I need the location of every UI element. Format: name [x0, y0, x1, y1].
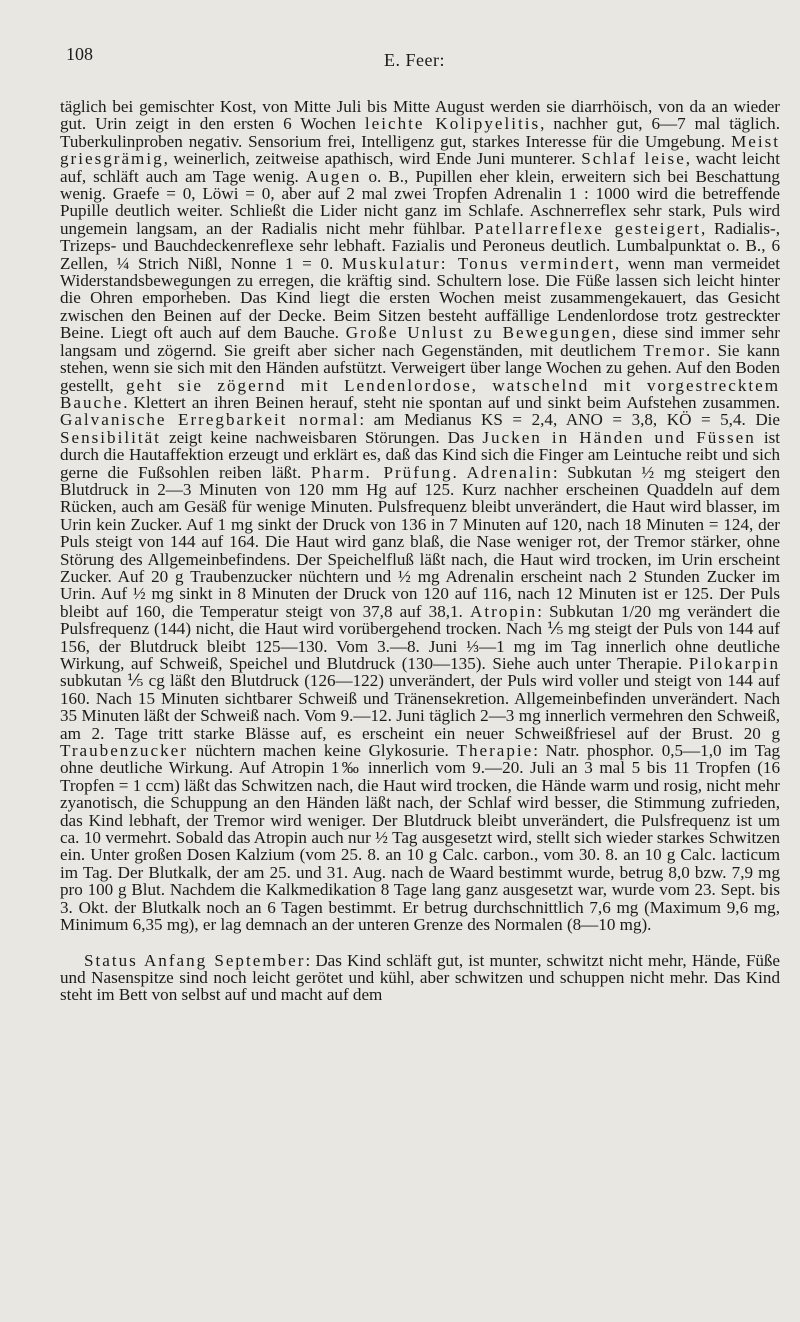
emphasized-text: Tremor	[643, 340, 707, 360]
emphasized-text: Sensibilität	[60, 427, 161, 447]
emphasized-text: Atropin	[470, 601, 538, 621]
body-text	[60, 98, 780, 1004]
paragraph	[60, 98, 780, 934]
running-head: E. Feer:	[384, 50, 445, 70]
paragraph	[60, 952, 780, 1004]
emphasized-text: Status Anfang September	[84, 950, 306, 970]
emphasized-text: Jucken in Händen und Füssen	[482, 427, 756, 447]
text-run: : Subkutan ½ mg steigert den Blutdruck in 2—3 Minuten von 120 mm Hg auf 125. Kurz nachher erscheinen Quaddeln auf dem Rücken, auch am Gesäß für wenige Minuten. Pulsfrequenz bleibt unverändert, die Haut wird blasser, im Urin kein Zucker. Auf 1 mg sinkt der Druck von 136 in 7 Minuten auf 120, nach 18 Minuten = 124, der Puls steigt von 144 auf 164. Die Haut wird ganz blaß, die Nase weniger rot, der Tremor stärker, ohne Störung des Allgemeinbefindens. Der Speichelfluß läßt nach, die Haut wird trocken, im Urin erscheint Zucker. Auf 20 g Traubenzucker nüchtern und ½ mg Adrenalin erscheint nach 2 Stunden Zucker im Urin. Auf ½ mg sinkt in 8 Minuten der Druck von 120 auf 116, nach 12 Minuten ist er 125. Der Puls bleibt auf 160, die Temperatur steigt von 37,8 auf 38,1.	[60, 462, 780, 621]
text-run: : Subkutan 1/20 mg verändert die Pulsfrequenz (144) nicht, die Haut wird vorübergehend trocken. Nach ⅕ mg steigt der Puls von 144 auf 156, der Blutdruck bleibt 125—130. Vom 3.—8. Juni ⅓—1 mg im Tag innerlich ohne deutliche Wirkung, auf Schweiß, Speichel und Blutdruck (130—135). Siehe auch unter Therapie.	[60, 601, 780, 673]
emphasized-text: Muskulatur: Tonus vermindert	[341, 253, 615, 273]
text-run: , nachher gut, 6—7 mal täglich. Tuberkulinproben negativ. Sensorium frei, Intelligenz gut, starkes Interesse für die Umgebung.	[60, 114, 780, 151]
text-run: : Natr. phosphor. 0,5—1,0 im Tag ohne deutliche Wirkung. Auf Atropin 1‰ innerlich vom 9.—20. Juli an 3 mal 5 bis 11 Tropfen (16 Tropfen = 1 ccm) läßt das Schwitzen nach, die Haut wird trocken, die Hände warm und rosig, nicht mehr zyanotisch, die Schuppung an den Händen läßt nach, der Schlaf wird besser, die Stimmung zufrieden, das Kind lebhaft, der Tremor wird weniger. Der Blutdruck bleibt unverändert, die Pulsfrequenz ist um ca. 10 vermehrt. Sobald das Atropin auch nur ½ Tag ausgesetzt wird, stellt sich wieder starkes Schwitzen ein. Unter großen Dosen Kalzium (vom 25. 8. an 10 g Calc. carbon., vom 30. 8. an 10 g Calc. lacticum im Tag. Der Blutkalk, der am 25. und 31. Aug. nach de Waard bestimmt wurde, betrug 8,0 bzw. 7,9 mg pro 100 g Blut. Nachdem die Kalkmedikation 8 Tage lang ganz ausgesetzt war, wurde vom 23. Sept. bis 3. Okt. der Blutkalk noch an 6 Tagen bestimmt. Er betrug durchschnittlich 7,6 mg (Maximum 9,6 mg, Minimum 6,35 mg), er lag demnach an der unteren Grenze des Normalen (8—10 mg).	[60, 741, 780, 935]
emphasized-text: Augen	[305, 166, 362, 186]
emphasized-text: Galvanische Erregbarkeit normal	[60, 410, 360, 430]
text-run: , diese sind immer sehr langsam und zögernd. Sie greift aber sicher nach Gegenständen, mit deutlichem	[60, 323, 780, 360]
emphasized-text: Schlaf leise	[581, 149, 686, 169]
text-run: .	[452, 462, 467, 482]
text-run: . Klettert an ihren Beinen herauf, steht nie spontan auf und sinkt beim Aufstehen zusammen.	[123, 392, 780, 412]
text-run: täglich bei gemischter Kost, von Mitte Juli bis Mitte August werden sie diarrhöisch, von da an wieder gut. Urin zeigt in den ersten 6 Wochen	[60, 97, 780, 134]
emphasized-text: Therapie	[456, 741, 534, 761]
emphasized-text: Adrenalin	[466, 462, 553, 482]
emphasized-text: Pharm. Prüfung	[310, 462, 453, 482]
emphasized-text: Große Unlust zu Bewegungen	[345, 323, 612, 343]
page-number: 108	[66, 44, 93, 64]
emphasized-text: Pilokarpin	[688, 654, 780, 673]
text-run: , weinerlich, zeitweise apathisch, wird Ende Juni munterer.	[163, 149, 582, 169]
page-header	[66, 44, 760, 74]
text-run: , wacht leicht auf, schläft auch am Tage wenig.	[60, 149, 780, 186]
emphasized-text: Traubenzucker	[60, 741, 188, 761]
text-run: o. B., Pupillen eher klein, erweitern sich bei Beschattung wenig. Graefe = 0, Löwi = 0, aber auf 2 mal zwei Tropfen Adrenalin 1 : 1000 wird die betreffende Pupille deutlich weiter. Schließt die Lider nicht ganz im Schlafe. Aschnerreflex sehr stark, Puls wird ungemein langsam, an der Radialis nicht mehr fühlbar.	[60, 166, 780, 238]
text-run: zeigt keine nachweisbaren Störungen. Das	[160, 427, 483, 447]
text-run: subkutan ⅕ cg läßt den Blutdruck (126—122) unverändert, der Puls wird voller und steigt von 144 auf 160. Nach 15 Minuten sichtbarer Schweiß und Tränensekretion. Allgemeinbefinden unverändert. Nach 35 Minuten läßt der Schweiß nach. Vom 9.—12. Juni täglich 2—3 mg innerlich vermehren den Schweiß, am 2. Tage tritt starke Blässe auf, es erscheint ein neuer Schweißfriesel auf der Brust. 20 g	[60, 671, 780, 743]
text-run: , Radialis-, Trizeps- und Bauchdeckenreflexe sehr lebhaft. Fazialis und Peroneus deutlich. Lumbalpunktat o. B., 6 Zellen, ¼ Strich Nißl, Nonne 1 = 0.	[60, 218, 780, 273]
text-run: nüchtern machen keine Glykosurie.	[187, 741, 457, 761]
emphasized-text: Meist griesgrämig	[60, 131, 780, 169]
text-run: ist durch die Hautaffektion erzeugt und erklärt es, daß das Kind sich die Finger am Leintuche reibt und sich gerne die Fußsohlen reiben läßt.	[60, 427, 780, 482]
text-run: , wenn man vermeidet Widerstandsbewegungen zu erregen, die kräftig sind. Schultern lose. Die Füße lassen sich leicht hinter die Ohren emporheben. Das Kind liegt die ersten Wochen meist zusammengekauert, das Gesicht zwischen den Beinen auf der Decke. Beim Sitzen besteht auffällige Lendenlordose trotz gestreckter Beine. Liegt oft auch auf dem Bauche.	[60, 253, 780, 343]
text-run: . Sie kann stehen, wenn sie sich mit den Händen aufstützt. Verweigert über lange Wochen zu gehen. Auf den Boden gestellt,	[60, 340, 780, 395]
text-run: : am Medianus KS = 2,4, ANO = 3,8, KÖ = 5,4. Die	[359, 410, 780, 430]
emphasized-text: geht sie zögernd mit Lendenlordose, watschelnd mit vorgestrecktem Bauche	[60, 375, 781, 412]
emphasized-text: Patellarreflexe gesteigert	[474, 218, 702, 238]
text-run: : Das Kind schläft gut, ist munter, schwitzt nicht mehr, Hände, Füße und Nasenspitze sind noch leicht gerötet und kühl, aber schwitzen und schuppen nicht mehr. Das Kind steht im Bett von selbst auf und macht auf dem	[60, 950, 781, 1005]
emphasized-text: leichte Kolipyelitis	[364, 114, 541, 134]
